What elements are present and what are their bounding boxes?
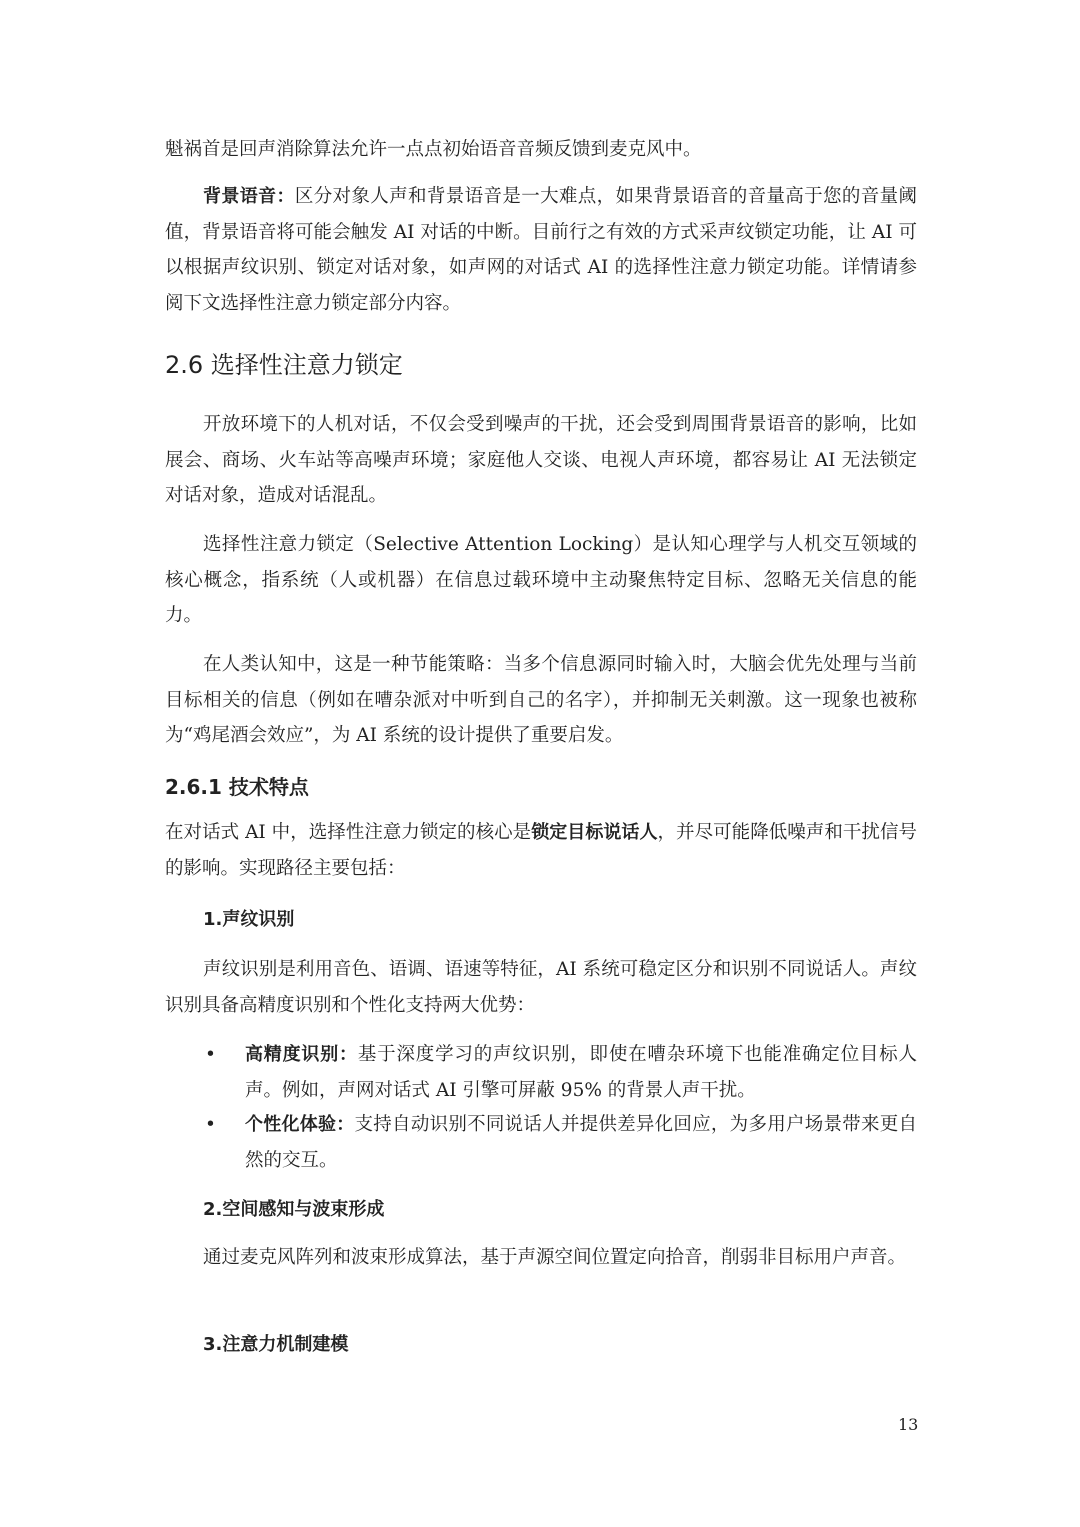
paragraph xyxy=(165,815,917,886)
bullet-icon: • xyxy=(205,1114,216,1135)
bold-emphasis: 锁定目标说话人 xyxy=(531,822,658,843)
bullet-item xyxy=(205,1037,917,1108)
section-heading-2-6: 2.6 选择性注意力锁定 xyxy=(165,351,403,379)
paragraph-text: 在对话式 AI 中，选择性注意力锁定的核心是 xyxy=(165,822,532,843)
item-heading-voiceprint: 1.声纹识别 xyxy=(203,909,295,930)
paragraph-text: 魁祸首是回声消除算法允许一点点初始语音音频反馈到麦克风中。 xyxy=(165,139,702,160)
page-number: 13 xyxy=(898,1415,919,1434)
paragraph xyxy=(165,952,917,1023)
bullet-label: 个性化体验： xyxy=(245,1114,355,1135)
paragraph xyxy=(165,1240,917,1276)
paragraph-background-speech xyxy=(165,179,917,321)
paragraph-text: 选择性注意力锁定（Selective Attention Locking）是认知心理学与人机交互领域的核心概念，指系统（人或机器）在信息过载环境中主动聚焦特定目标、忽略无关信息的能力。 xyxy=(165,534,917,626)
paragraph xyxy=(165,407,917,514)
paragraph xyxy=(165,647,917,754)
bullet-text: 基于深度学习的声纹识别，即使在嘈杂环境下也能准确定位目标人声。例如，声网对话式 AI 引擎可屏蔽 95% 的背景人声干扰。 xyxy=(245,1044,917,1101)
bullet-label: 高精度识别： xyxy=(245,1044,358,1065)
paragraph xyxy=(165,132,917,168)
paragraph-text: 通过麦克风阵列和波束形成算法，基于声源空间位置定向拾音，削弱非目标用户声音。 xyxy=(203,1247,907,1268)
paragraph-text: 开放环境下的人机对话，不仅会受到噪声的干扰，还会受到周围背景语音的影响，比如展会、商场、火车站等高噪声环境；家庭他人交谈、电视人声环境，都容易让 AI 无法锁定对话对象，造成对话混乱。 xyxy=(165,414,917,506)
paragraph-text: 声纹识别是利用音色、语调、语速等特征，AI 系统可稳定区分和识别不同说话人。声纹识别具备高精度识别和个性化支持两大优势： xyxy=(165,959,917,1016)
paragraph xyxy=(165,527,917,634)
bullet-item xyxy=(205,1107,917,1178)
paragraph-text: 在人类认知中，这是一种节能策略：当多个信息源同时输入时，大脑会优先处理与当前目标相关的信息（例如在嘈杂派对中听到自己的名字），并抑制无关刺激。这一现象也被称为“鸡尾酒会效应”，为 AI 系统的设计提供了重要启发。 xyxy=(165,654,917,746)
item-heading-attention: 3.注意力机制建模 xyxy=(203,1334,349,1355)
bullet-icon: • xyxy=(205,1044,216,1065)
paragraph-text: 区分对象人声和背景语音是一大难点，如果背景语音的音量高于您的音量阈值，背景语音将可能会触发 AI 对话的中断。目前行之有效的方式采声纹锁定功能，让 AI 可以根据声纹识别、锁定对话对象，如声网的对话式 AI 的选择性注意力锁定功能。详情请参阅下文选择性注意力锁定部分内容。 xyxy=(165,186,917,314)
paragraph-text: ，并尽可能降低噪声和干扰信号的影响。实现路径主要包括： xyxy=(165,822,918,879)
subsection-heading-2-6-1: 2.6.1 技术特点 xyxy=(165,775,309,799)
item-heading-beamforming: 2.空间感知与波束形成 xyxy=(203,1199,385,1220)
bullet-text: 支持自动识别不同说话人并提供差异化回应，为多用户场景带来更自然的交互。 xyxy=(245,1114,917,1171)
term-label: 背景语音： xyxy=(203,186,295,207)
